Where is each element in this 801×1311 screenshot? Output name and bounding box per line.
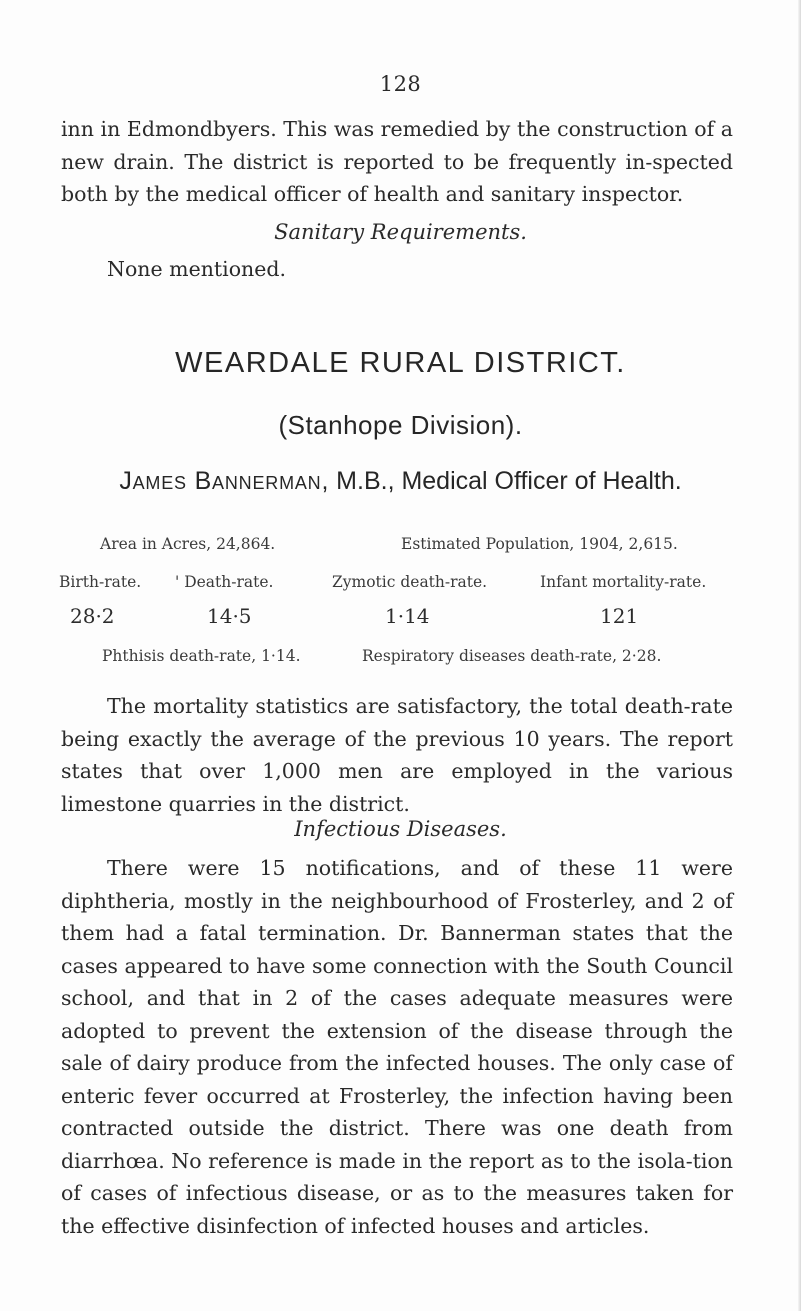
population-stat: Estimated Population, 1904, 2,615. [401, 535, 678, 553]
phthisis-stat: Phthisis death-rate, 1·14. [102, 647, 301, 665]
officer-line [60, 467, 741, 496]
page-number: 128 [379, 72, 422, 96]
zymotic-rate-header: Zymotic death-rate. [332, 573, 488, 591]
intro-paragraph: inn in Edmondbyers. This was remedied by the construction of a new drain. The district is reported to be frequently in-spected both by the medical officer of health and sanitary inspector. [61, 117, 733, 206]
birth-rate-value: 28·2 [70, 604, 115, 628]
mortality-paragraph: The mortality statistics are satisfactory, the total death-rate being exactly the average of the previous 10 years. The report states that over 1,000 men are employed in the various limestone quarries in the district. [61, 694, 733, 816]
district-division: (Stanhope Division). [278, 410, 523, 440]
death-rate-value: 14·5 [207, 604, 252, 628]
infant-mortality-value: 121 [600, 604, 639, 628]
sanitary-requirements-text: None mentioned. [107, 257, 287, 281]
infectious-diseases-heading: Infectious Diseases. [294, 817, 507, 841]
district-title: WEARDALE RURAL DISTRICT. [175, 347, 626, 379]
zymotic-rate-value: 1·14 [385, 604, 430, 628]
infectious-diseases-text: There were 15 notifications, and of these 11 were diphtheria, mostly in the neighbourhood of Frosterley, and 2 of them had a fatal termination. Dr. Bannerman states that the cases appeared to have some connection with the South Council school, and that in 2 of the cases adequate measures were adopted to prevent the extension of the disease through the sale of dairy produce from the infected houses. The only case of enteric fever occurred at Frosterley, the infection having been contracted outside the district. There was one death from diarrhœa. No reference is made in the report as to the isola-tion of cases of infectious disease, or as to the measures taken for the effective disinfection of infected houses and articles. [61, 856, 733, 1238]
area-stat: Area in Acres, 24,864. [100, 535, 276, 553]
birth-rate-header: Birth-rate. [59, 573, 142, 591]
respiratory-stat: Respiratory diseases death-rate, 2·28. [362, 647, 662, 665]
death-rate-header: ' Death-rate. [175, 573, 274, 591]
sanitary-requirements-heading: Sanitary Requirements. [274, 220, 527, 244]
infant-mortality-header: Infant mortality-rate. [540, 573, 707, 591]
officer-name: James Bannerman, [119, 467, 330, 495]
officer-title: M.B., Medical Officer of Health. [336, 467, 682, 495]
